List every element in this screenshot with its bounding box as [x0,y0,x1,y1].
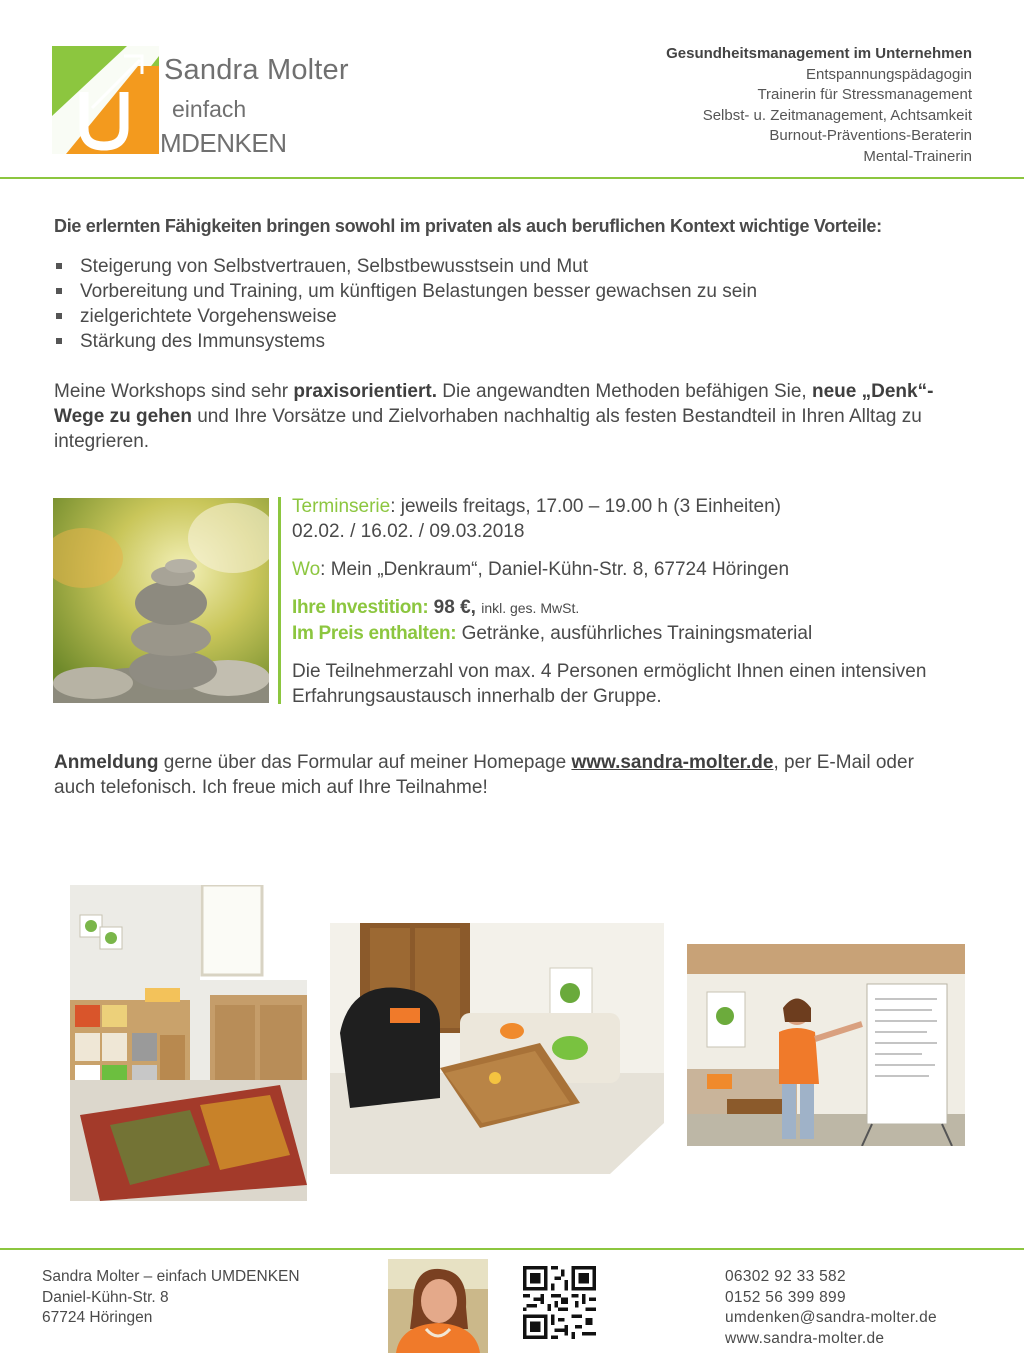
included-label: Im Preis enthalten: [292,623,457,644]
workshop-paragraph [54,379,954,454]
room-photo-trainer [687,944,965,1146]
header-line: Entspannungspädagogin [806,65,972,83]
header-line: Gesundheitsmanagement im Unternehmen [666,45,972,62]
signup-text: gerne über das Formular auf meiner Homepage [158,752,572,773]
event-included [292,621,992,646]
header-line: Selbst- u. Zeitmanagement, Achtsamkeit [702,106,972,124]
footer-line: Daniel-Kühn-Str. 8 [42,1288,169,1306]
paragraph-text: Die angewandten Methoden befähigen Sie, [436,381,812,402]
footer-phone[interactable]: 06302 92 33 582 [725,1268,846,1285]
event-participants: Die Teilnehmerzahl von max. 4 Personen ermöglicht Ihnen einen intensiven Erfahrungsaustausch innerhalb der Gruppe. [292,661,927,707]
footer-mobile[interactable]: 0152 56 399 899 [725,1288,846,1306]
footer-contact [725,1267,937,1349]
price-label: Ihre Investition: [292,597,429,618]
benefits-list [54,254,974,354]
header-line: Mental-Trainerin [863,147,972,165]
list-item: Stärkung des Immunsystems [54,329,974,354]
list-item: zielgerichtete Vorgehensweise [54,304,974,329]
price-note: inkl. ges. MwSt. [481,600,580,616]
logo-graphic [52,46,162,158]
paragraph-text: und Ihre Vorsätze und Zielvorhaben nachhaltig als festen Bestandteil in Ihren Alltag zu integrieren. [54,406,922,452]
footer-email[interactable]: umdenken@sandra-molter.de [725,1309,937,1327]
footer-divider [0,1248,1024,1250]
signup-text: , per E-Mail oder auch telefonisch. Ich freue mich auf Ihre Teilnahme! [54,752,914,798]
list-item: Steigerung von Selbstvertrauen, Selbstbewusstsein und Mut [54,254,974,279]
logo [52,46,382,158]
event-series [292,494,992,519]
qr-code-icon [523,1266,596,1339]
logo-umdenken: MDENKEN [160,128,287,158]
header-qualifications [666,44,972,168]
intro-heading: Die erlernten Fähigkeiten bringen sowohl im privaten als auch beruflichen Kontext wichtige Vorteile: [54,216,882,236]
paragraph-text: Meine Workshops sind sehr [54,381,294,402]
footer-line: Sandra Molter – einfach UMDENKEN [42,1268,300,1285]
price-value: 98 €, [433,597,476,618]
series-text: : jeweils freitags, 17.00 – 19.00 h (3 Einheiten) [390,496,781,517]
header-divider [0,177,1024,179]
series-label: Terminserie [292,496,391,517]
included-text: Getränke, ausführliches Trainingsmaterial [461,623,813,644]
event-accent-bar [278,497,281,704]
where-label: Wo [292,559,321,580]
footer-website[interactable]: www.sandra-molter.de [725,1329,885,1347]
header-line: Burnout-Präventions-Beraterin [769,127,972,145]
stones-photo [53,498,269,703]
signup-bold: Anmeldung [54,752,159,773]
paragraph-emphasis: neue „Denk“-Wege zu gehen [54,381,934,427]
signup-paragraph [54,750,954,800]
footer-line: 67724 Höringen [42,1309,153,1327]
logo-name: Sandra Molter [164,54,349,86]
event-dates: 02.02. / 16.02. / 09.03.2018 [292,521,525,542]
portrait-photo [388,1259,488,1353]
homepage-link[interactable]: www.sandra-molter.de [571,752,774,773]
room-photo-lounge [330,923,664,1174]
logo-einfach: einfach [172,96,247,122]
event-details [292,494,992,709]
header-line: Trainerin für Stressmanagement [757,86,972,104]
where-text: : Mein „Denkraum“, Daniel-Kühn-Str. 8, 67724 Höringen [320,559,790,580]
event-location [292,557,992,582]
paragraph-emphasis: praxisorientiert. [293,381,437,402]
list-item: Vorbereitung und Training, um künftigen Belastungen besser gewachsen zu sein [54,279,974,304]
room-photo-shelves [70,885,307,1201]
footer-address [42,1267,300,1329]
event-price [292,595,992,621]
